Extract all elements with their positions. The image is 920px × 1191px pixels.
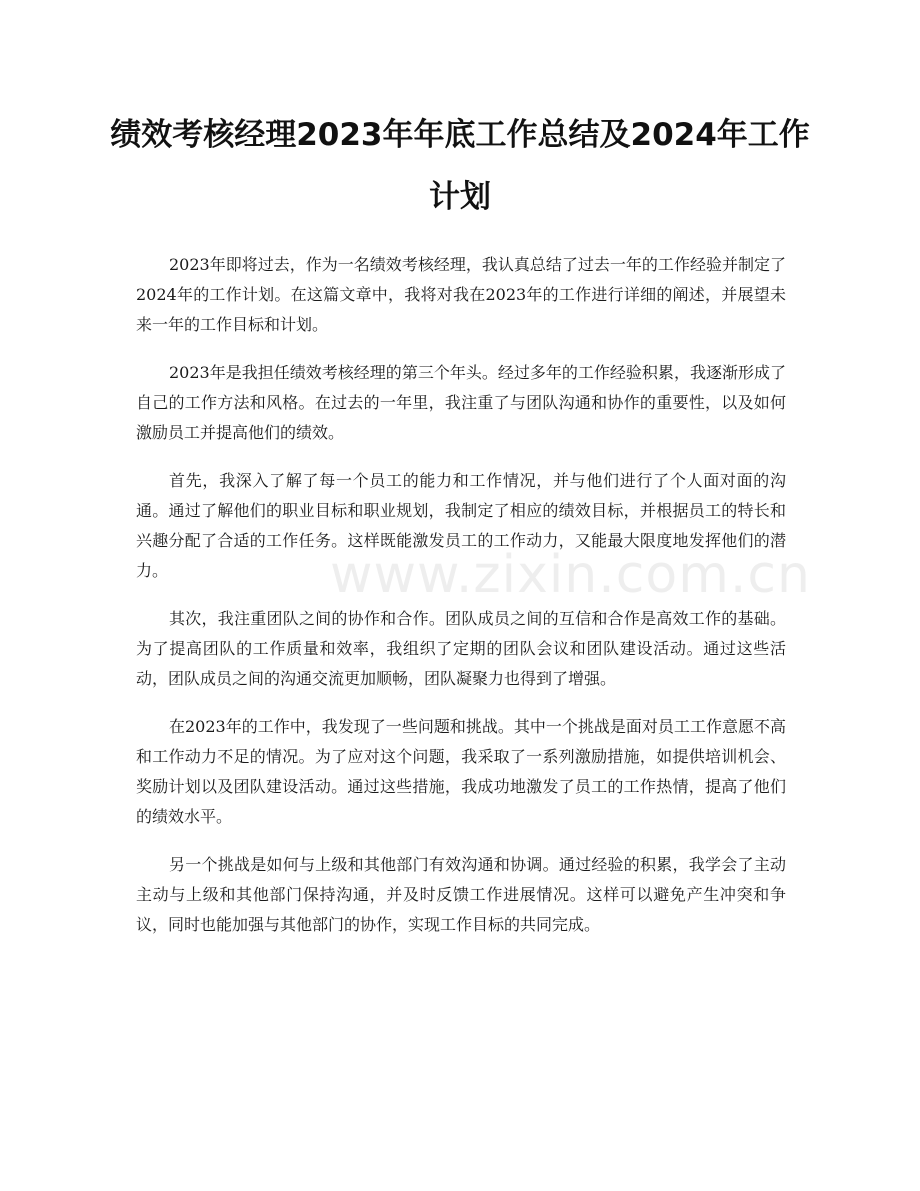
paragraph-2: 2023年是我担任绩效考核经理的第三个年头。经过多年的工作经验积累，我逐渐形成了自己的工作方法和风格。在过去的一年里，我注重了与团队沟通和协作的重要性，以及如何激励员工并提高他们的绩效。 bbox=[136, 363, 786, 442]
paragraph-6: 另一个挑战是如何与上级和其他部门有效沟通和协调。通过经验的积累，我学会了主动主动与上级和其他部门保持沟通，并及时反馈工作进展情况。这样可以避免产生冲突和争议，同时也能加强与其他部门的协作，实现工作目标的共同完成。 bbox=[136, 855, 786, 934]
paragraph-1: 2023年即将过去，作为一名绩效考核经理，我认真总结了过去一年的工作经验并制定了2024年的工作计划。在这篇文章中，我将对我在2023年的工作进行详细的阐述，并展望未来一年的工作目标和计划。 bbox=[136, 255, 786, 334]
watermark: www.zixin.com.cn bbox=[330, 545, 811, 605]
document-title: 绩效考核经理2023年年底工作总结及2024年工作计划 bbox=[110, 117, 810, 215]
paragraph-5: 在2023年的工作中，我发现了一些问题和挑战。其中一个挑战是面对员工工作意愿不高和工作动力不足的情况。为了应对这个问题，我采取了一系列激励措施，如提供培训机会、奖励计划以及团队建设活动。通过这些措施，我成功地激发了员工的工作热情，提高了他们的绩效水平。 bbox=[136, 717, 786, 826]
paragraph-3: 首先，我深入了解了每一个员工的能力和工作情况，并与他们进行了个人面对面的沟通。通过了解他们的职业目标和职业规划，我制定了相应的绩效目标，并根据员工的特长和兴趣分配了合适的工作任务。这样既能激发员工的工作动力，又能最大限度地发挥他们的潜力。 bbox=[136, 471, 786, 580]
document-body bbox=[136, 250, 811, 958]
paragraph-4: 其次，我注重团队之间的协作和合作。团队成员之间的互信和合作是高效工作的基础。为了提高团队的工作质量和效率，我组织了定期的团队会议和团队建设活动。通过这些活动，团队成员之间的沟通交流更加顺畅，团队凝聚力也得到了增强。 bbox=[136, 609, 786, 688]
